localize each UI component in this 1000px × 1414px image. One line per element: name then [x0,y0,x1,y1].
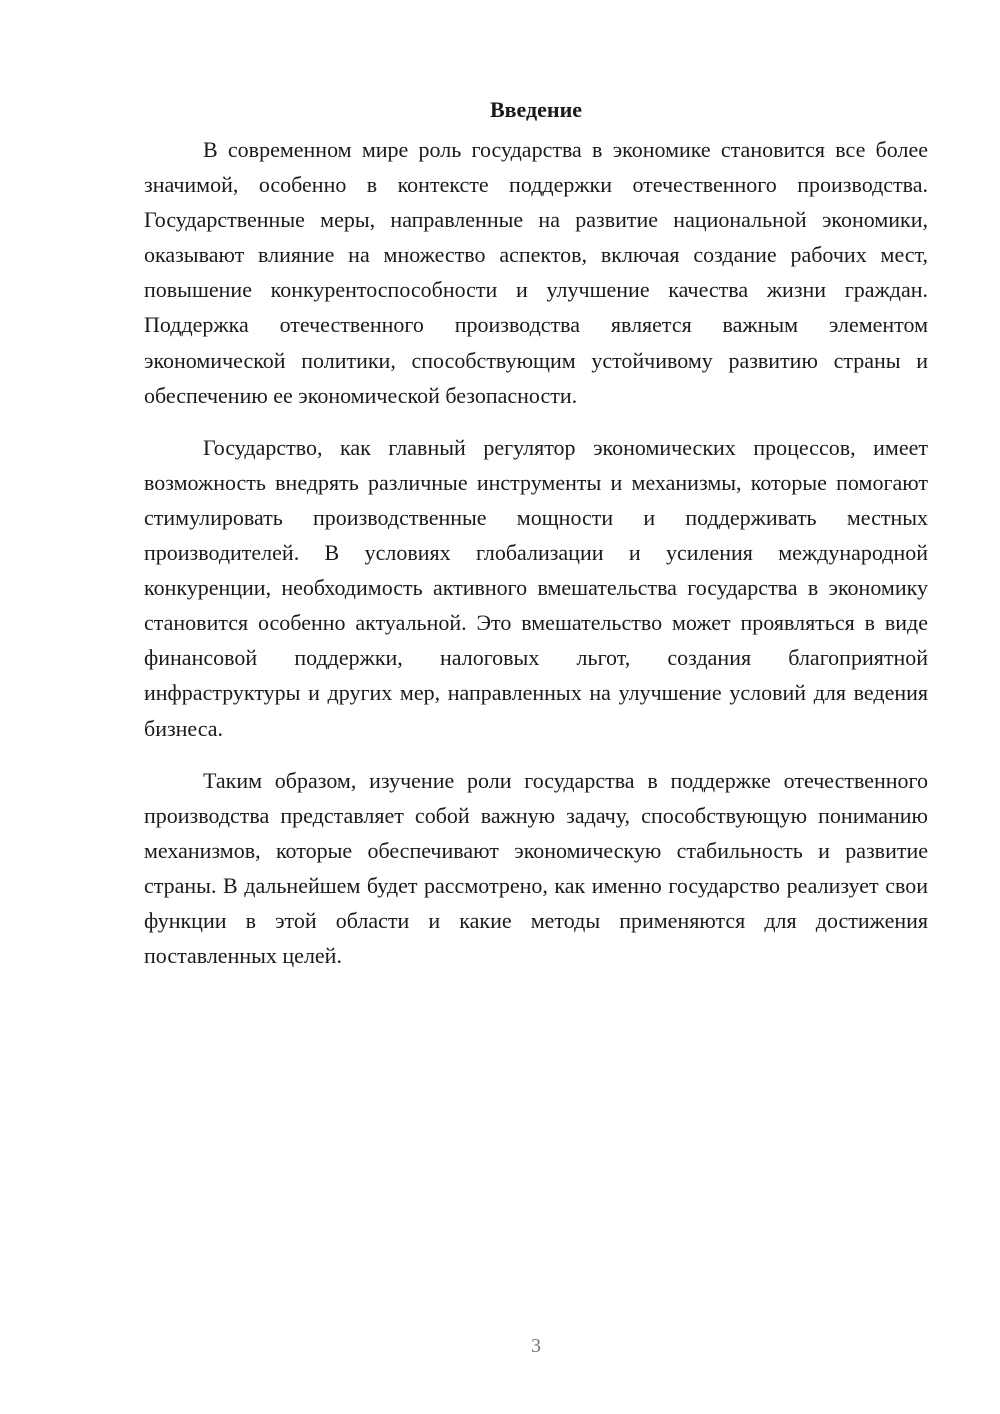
paragraph-1: В современном мире роль государства в экономике становится все более значимой, особенно в контексте поддержки отечественного производства. Государственные меры, направленные на развитие национальной экономики, оказывают влияние на множество аспектов, включая создание рабочих мест, повышение конкурентоспособности и улучшение качества жизни граждан. Поддержка отечественного производства является важным элементом экономической политики, способствующим устойчивому развитию страны и обеспечению ее экономической безопасности. [144,137,928,408]
paragraph-2: Государство, как главный регулятор экономических процессов, имеет возможность внедрять различные инструменты и механизмы, которые помогают стимулировать производственные мощности и поддерживать местных производителей. В условиях глобализации и усиления международной конкуренции, необходимость активного вмешательства государства в экономику становится особенно актуальной. Это вмешательство может проявляться в виде финансовой поддержки, налоговых льгот, создания благоприятной инфраструктуры и других мер, направленных на улучшение условий для ведения бизнеса. [144,434,928,741]
paragraph-3: Таким образом, изучение роли государства в поддержке отечественного производства представляет собой важную задачу, способствующую пониманию механизмов, которые обеспечивают экономическую стабильность и развитие страны. В дальнейшем будет рассмотрено, как именно государство реализует свои функции в этой области и какие методы применяются для достижения поставленных целей. [144,767,928,969]
section-heading: Введение [489,97,583,122]
page-number: 3 [531,1335,541,1357]
page-content [144,92,928,973]
